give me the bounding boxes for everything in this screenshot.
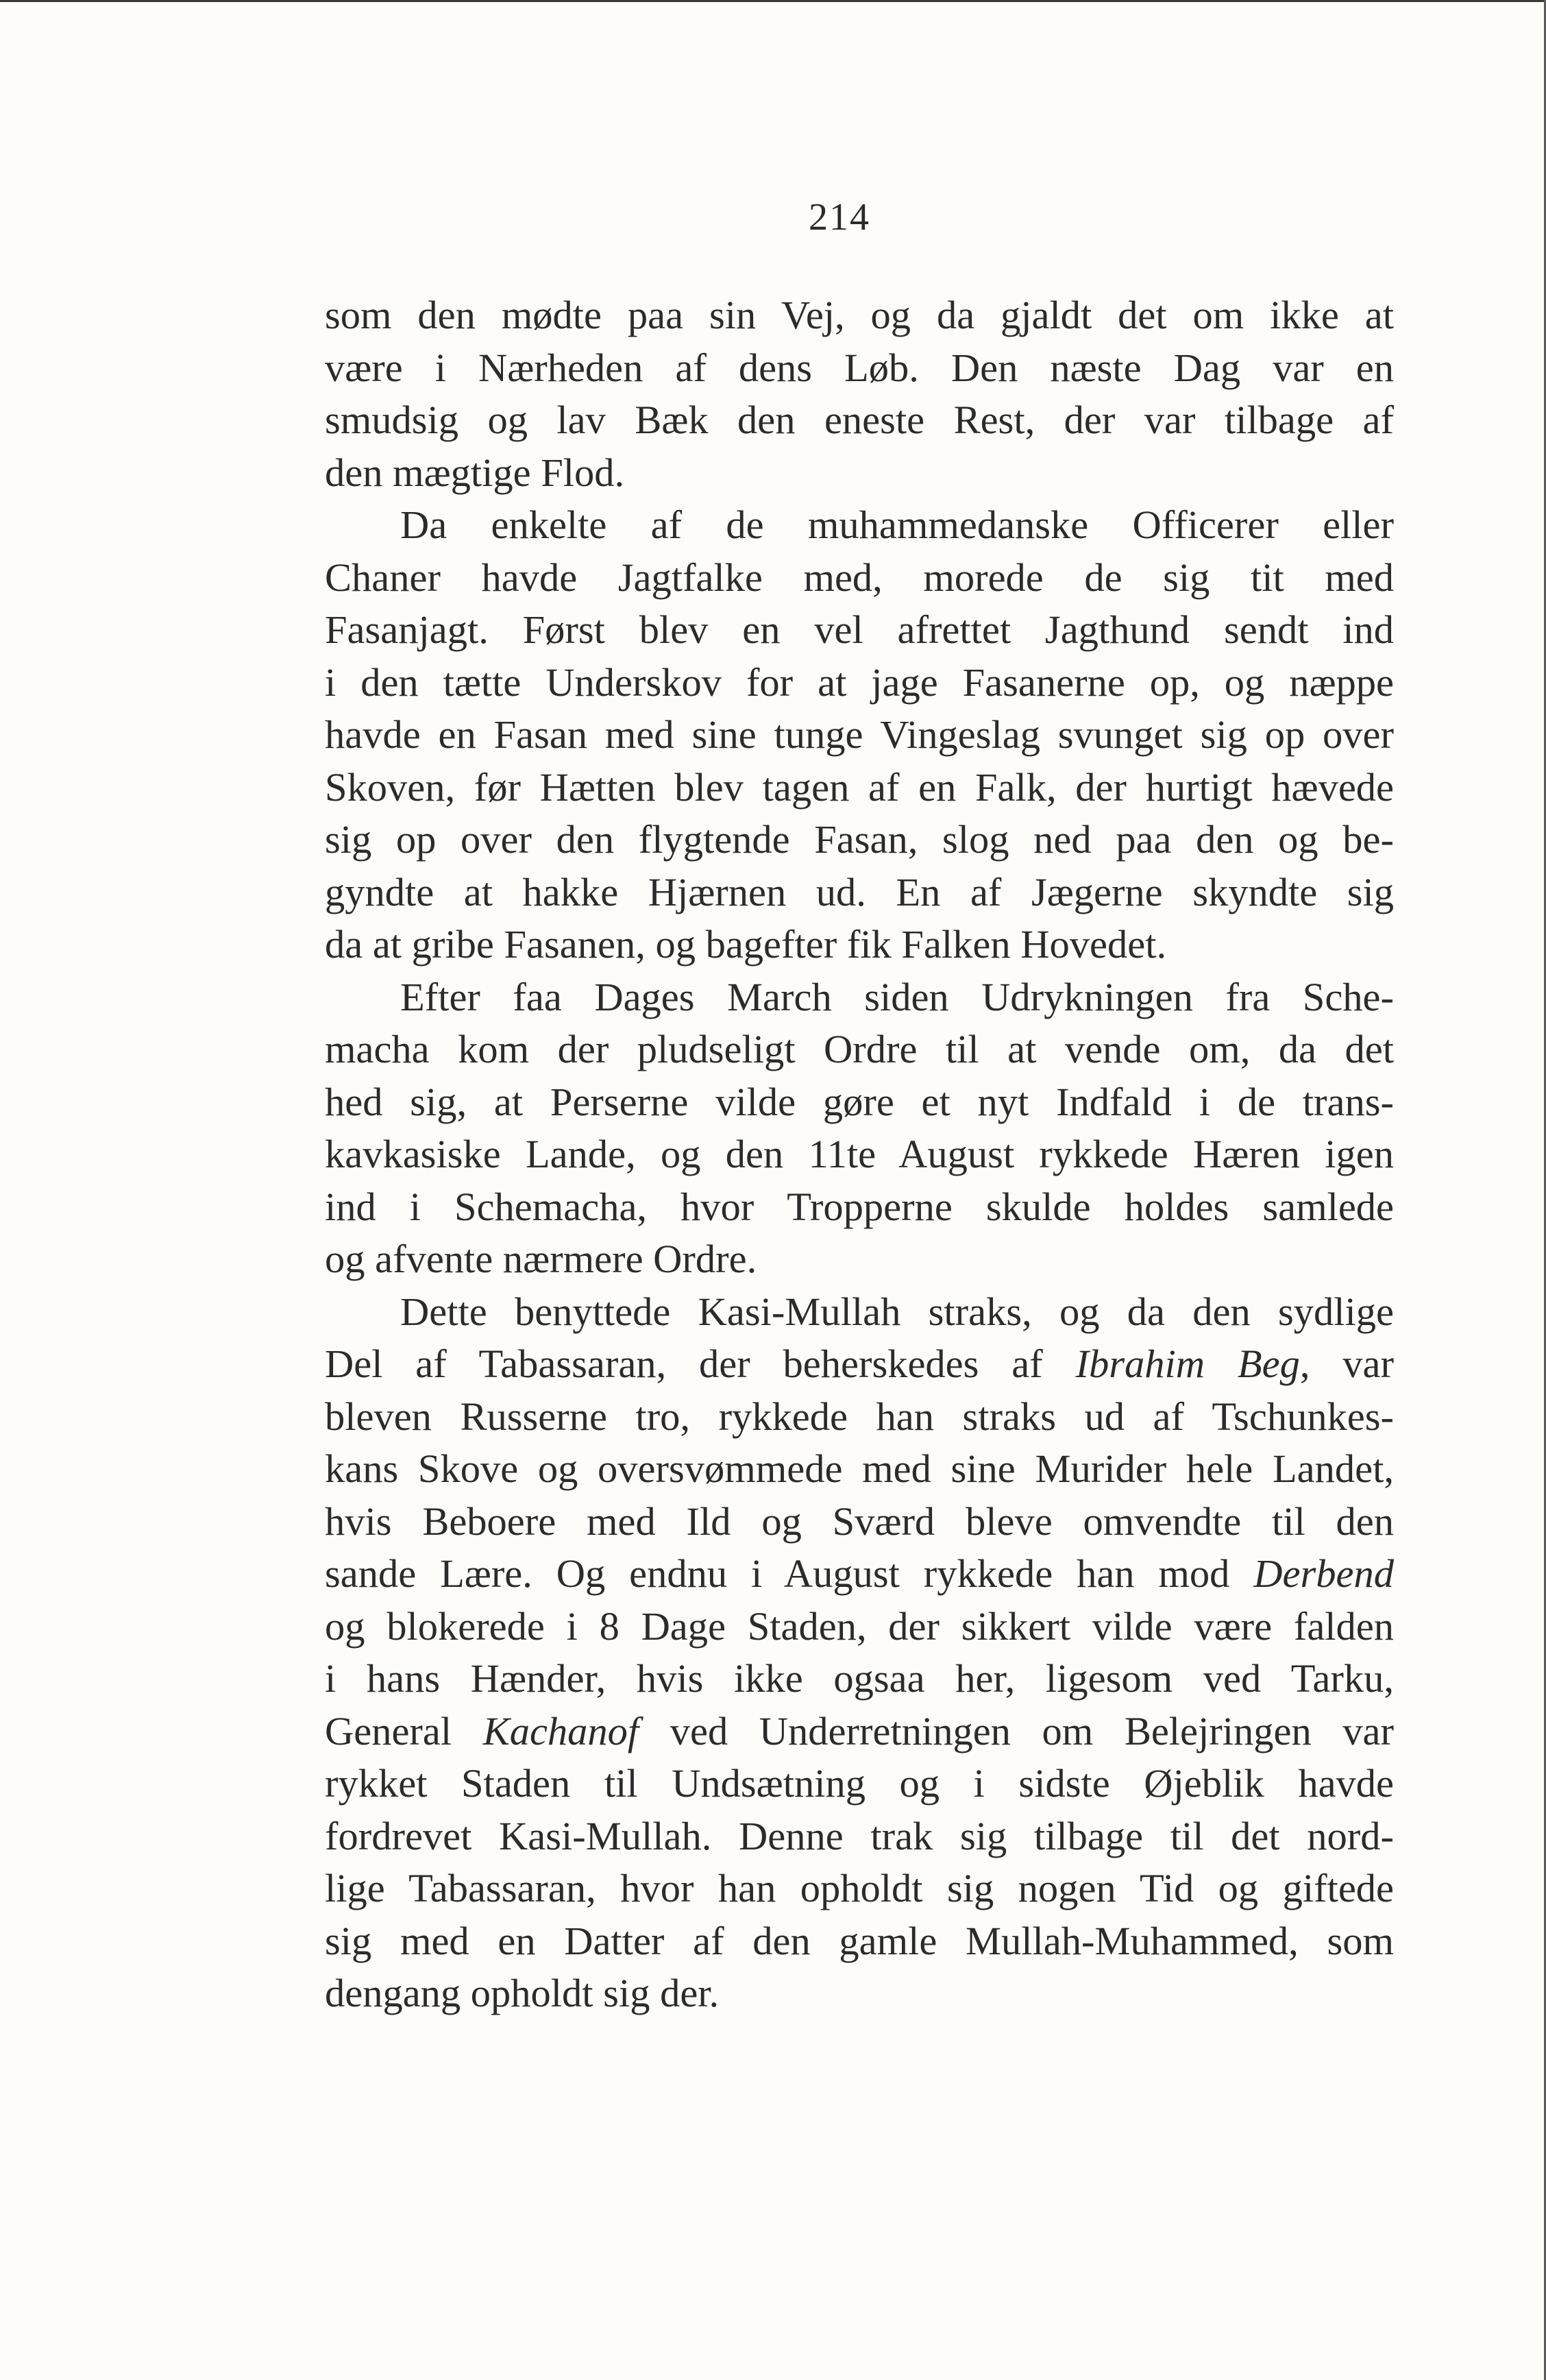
- text-line: smudsig og lav Bæk den eneste Rest, der var tilbage af: [325, 398, 1394, 442]
- scan-edge-top: [0, 0, 1546, 2]
- text-line: Skoven, før Hætten blev tagen af en Falk, der hurtigt hævede: [325, 764, 1394, 810]
- paragraph: [325, 499, 1394, 971]
- paragraph: [325, 971, 1394, 1286]
- text-line: General Kachanof ved Underretningen om Belejringen var: [325, 1708, 1394, 1753]
- text-line: fordrevet Kasi-Mullah. Denne trak sig tilbage til det nord-: [325, 1813, 1394, 1858]
- body-text: [325, 289, 1394, 2020]
- text-line: Fasanjagt. Først blev en vel afrettet Jagthund sendt ind: [325, 607, 1394, 652]
- text-line: sande Lære. Og endnu i August rykkede han mod Derbend: [325, 1551, 1394, 1596]
- text-line: sig med en Datter af den gamle Mullah-Muhammed, som: [325, 1918, 1394, 1963]
- text-line: Chaner havde Jagtfalke med, morede de sig tit med: [325, 555, 1394, 600]
- text-line: i hans Hænder, hvis ikke ogsaa her, ligesom ved Tarku,: [325, 1656, 1394, 1701]
- text-line: dengang opholdt sig der.: [325, 1971, 720, 2015]
- text-line: den mægtige Flod.: [325, 450, 625, 495]
- text-line: hed sig, at Perserne vilde gøre et nyt Indfald i de trans-: [325, 1079, 1394, 1124]
- text-line: Del af Tabassaran, der beherskedes af Ibrahim Beg, var: [325, 1341, 1395, 1386]
- text-line: da at gribe Fasanen, og bagefter fik Falken Hovedet.: [325, 922, 1167, 967]
- paragraph: [325, 289, 1394, 499]
- paragraph: [325, 1286, 1394, 2020]
- text-line: macha kom der pludseligt Ordre til at vende om, da det: [325, 1027, 1394, 1071]
- text-line: gyndte at hakke Hjærnen ud. En af Jægerne skyndte sig: [325, 869, 1394, 914]
- text-line: Efter faa Dages March siden Udrykningen fra Sche-: [400, 974, 1394, 1019]
- text-line: som den mødte paa sin Vej, og da gjaldt det om ikke at: [325, 293, 1394, 337]
- text-line: være i Nærheden af dens Løb. Den næste Dag var en: [325, 345, 1394, 390]
- text-line: bleven Russerne tro, rykkede han straks ud af Tschunkes-: [325, 1394, 1394, 1439]
- text-line: og afvente nærmere Ordre.: [325, 1237, 757, 1281]
- text-line: ind i Schemacha, hvor Tropperne skulde holdes samlede: [325, 1184, 1394, 1229]
- text-line: sig op over den flygtende Fasan, slog ned paa den og be-: [325, 817, 1394, 862]
- text-line: og blokerede i 8 Dage Staden, der sikkert vilde være falden: [325, 1603, 1394, 1649]
- page-number: 214: [809, 196, 870, 239]
- text-line: Da enkelte af de muhammedanske Officerer eller: [400, 502, 1394, 547]
- text-line: kavkasiske Lande, og den 11te August rykkede Hæren igen: [325, 1132, 1394, 1176]
- text-line: lige Tabassaran, hvor han opholdt sig nogen Tid og giftede: [325, 1866, 1394, 1910]
- text-line: kans Skove og oversvømmede med sine Murider hele Landet,: [325, 1446, 1394, 1491]
- text-line: i den tætte Underskov for at jage Fasanerne op, og næppe: [325, 659, 1394, 705]
- text-line: rykket Staden til Undsætning og i sidste Øjeblik havde: [325, 1761, 1394, 1806]
- text-line: havde en Fasan med sine tunge Vingeslag svunget sig op over: [325, 712, 1394, 757]
- text-line: Dette benyttede Kasi-Mullah straks, og da den sydlige: [400, 1289, 1394, 1334]
- text-line: hvis Beboere med Ild og Sværd bleve omvendte til den: [325, 1498, 1394, 1544]
